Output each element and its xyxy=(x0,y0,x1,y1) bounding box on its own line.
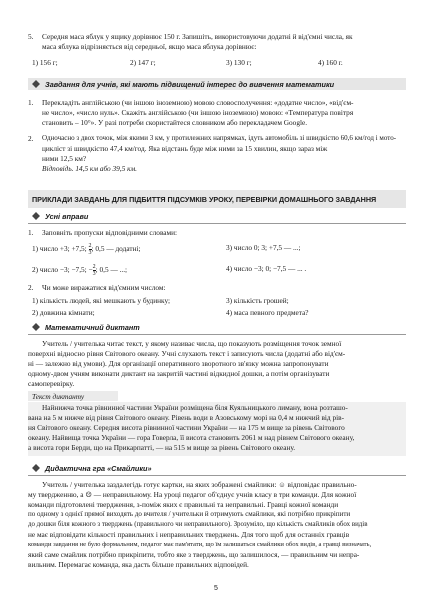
dictation-line: самоперевірку. xyxy=(28,379,75,388)
u1-item-3: 3) число 0; 3; +7,5 — ...; xyxy=(226,243,301,252)
section-heading-oral xyxy=(32,212,88,221)
game-line: до дошки біля кожного з тверджень (правильного чи неправильного). Зрозуміло, що кількість смайликів обох видів xyxy=(28,521,368,528)
u1-item-4: 4) число −3; 0; −7,5 — ... . xyxy=(226,264,307,273)
dictation-text-label: Текст диктанту xyxy=(32,392,85,401)
game-line: Учитель / учителька заздалегідь готує картки, на яких зображені смайлики: ☺ відповідає правильно- xyxy=(42,480,357,489)
diamond-bullet-icon xyxy=(32,464,40,472)
section-heading-game xyxy=(32,464,152,473)
q5-number: 5. xyxy=(28,32,34,41)
u1-item-tail: ; 0,5 — ...; xyxy=(95,265,128,274)
diamond-bullet-icon xyxy=(32,323,40,331)
u2-intro: Чи може виражатися від'ємним числом: xyxy=(42,283,166,292)
q5-option: 3) 130 г; xyxy=(226,58,252,67)
dictation-line: одному-двом учням виконати диктант на закритій частині відкидної дошки, а потім організувати xyxy=(28,369,330,378)
q1-line: Перекладіть англійською (чи іншою іноземною) мовою словосполучення: «додатне число», «від'єм- xyxy=(42,98,354,107)
u1-item-2 xyxy=(32,264,127,277)
game-line: му твердженню, а ☹ — неправильному. На уроці педагог об'єднує учнів класу в три команди. Для кожної xyxy=(28,490,357,499)
divider xyxy=(28,475,406,476)
u1-item-text: 1) число +3; +7,5; xyxy=(32,244,87,253)
divider xyxy=(28,223,406,224)
u1-item-tail: ; 0,5 — додатні; xyxy=(91,244,141,253)
q2-line: цикліст зі швидкістю 47,4 км/год. Яка відстань буде між ними за 15 хвилин, якщо зараз між xyxy=(42,144,328,153)
q5-text-line1: Середня маса яблук у ящику дорівнює 150 г. Запишіть, використовуючи додатні й від'ємні числа, як xyxy=(42,32,353,41)
dictation-line: Учитель / учителька читає текст, у якому називає числа, що показують розміщення точок земної xyxy=(42,339,342,348)
section-heading-summary: ПРИКЛАДИ ЗАВДАНЬ ДЛЯ ПІДБИТТЯ ПІДСУМКІВ УРОКУ, ПЕРЕВІРКИ ДОМАШНЬОГО ЗАВДАННЯ xyxy=(32,195,377,204)
diamond-bullet-icon xyxy=(32,212,40,220)
fraction-denominator: 3 xyxy=(88,250,92,256)
fraction-denominator: 3 xyxy=(92,271,96,277)
u2-item: 3) кількість грошей; xyxy=(226,296,289,305)
u2-item: 4) маса певного предмета? xyxy=(226,308,309,317)
q2-line: ними 12,5 км? xyxy=(42,154,87,163)
fraction-numerator: 2 xyxy=(88,243,92,249)
game-line: команди завдання не було формальним, педагог має пам'ятати, що їм залишаться смайлики обох видів, а гравці визначать, xyxy=(28,541,372,548)
diamond-bullet-icon xyxy=(32,80,40,88)
q1-line: не число», «число нуль». Скажіть англійською (чи іншою іноземною) мовою: «Температура повітря xyxy=(42,108,354,117)
dictation-line: поверхні відносно рівня Світового океану. Учні слухають текст і записують числа (додатні або від'єм- xyxy=(28,349,346,358)
section-heading-dictation xyxy=(32,323,140,332)
q2-answer: Відповідь. 14,5 км або 39,5 км. xyxy=(42,164,137,173)
u2-item: 2) довжина кімнати; xyxy=(32,308,95,317)
u1-item-text: 2) число −3; −7,5; − xyxy=(32,265,93,274)
dictation-text-line: океану. Найвища точка України — гора Говерла, її висота становить 2061 м над рівнем Світового океану, xyxy=(28,433,355,442)
u2-number: 2. xyxy=(28,283,34,292)
u1-intro: Заповніть пропуски відповідними словами: xyxy=(42,228,178,237)
section-title: Усні вправи xyxy=(45,212,89,221)
u1-number: 1. xyxy=(28,228,34,237)
q2-number: 2. xyxy=(28,134,34,143)
page-number: 5 xyxy=(214,585,218,592)
dictation-text-line: а висота гори Берди, що на Прикарпатті, — на 515 м вище за рівень Світового океану. xyxy=(28,443,296,452)
game-line: по одному з однієї прямої виходять до вчителя / учительки й отримують смайлики, які потрібно прикріпити xyxy=(28,510,351,518)
game-line: вильним. Перемагає команда, яка дасть більше правильних відповідей. xyxy=(28,560,249,569)
game-line: команди підготовлені твердження, з-поміж яких є правильні та неправильні. Гравці кожної команди xyxy=(28,500,339,509)
q2-line: Одночасно з двох точок, між якими 3 км, у протилежних напрямках, ідуть автомобіль зі швидкістю 60,6 км/год і мото- xyxy=(42,134,397,142)
section-title: Математичний диктант xyxy=(45,323,140,332)
q1-line: становить – 10°». У разі потреби скористайтеся словником або перекладачем Google. xyxy=(42,118,308,127)
q5-option: 2) 147 г; xyxy=(130,58,156,67)
section-title: Дидактична гра «Смайлики» xyxy=(45,464,152,473)
divider xyxy=(28,334,406,335)
game-line: який саме смайлик потрібно прикріпити, тобто яке з тверджень, що залишилося, — правильним чи непра- xyxy=(28,550,360,559)
section-title: Завдання для учнів, які мають підвищений інтерес до вивчення математики xyxy=(45,80,335,89)
u2-item: 1) кількість людей, які мешкають у будинку; xyxy=(32,296,171,305)
q5-option: 4) 160 г. xyxy=(318,58,343,67)
dictation-text-line: ня Світового океану. Середня висота рівнинної частини України — на 175 м вище за рівень Світового xyxy=(28,423,345,432)
dictation-text-line: Найнижча точка рівнинної частини України розміщена біля Куяльницького лиману, вона розташо- xyxy=(42,403,348,412)
dictation-text-line: вана на 5 м нижче від рівня Світового океану. Рівень води в Азовському морі на 0,4 м нижчий від рів- xyxy=(28,413,344,422)
dictation-line: ні — залежно від умови). Для організації оперативного зворотного зв'язку можна запропонувати xyxy=(28,359,329,368)
fraction-numerator: 2 xyxy=(92,264,96,270)
section-heading-advanced xyxy=(32,80,334,89)
q1-number: 1. xyxy=(28,98,34,107)
q5-text-line2: маса яблука відрізняється від середньої, якщо маса яблука дорівнює: xyxy=(42,42,257,51)
u1-item-1 xyxy=(32,243,141,256)
q5-option: 1) 156 г; xyxy=(32,58,58,67)
game-line: не має відповідати кількості правильних і неправильних тверджень. Для того щоб для останніх гравців xyxy=(28,530,350,539)
